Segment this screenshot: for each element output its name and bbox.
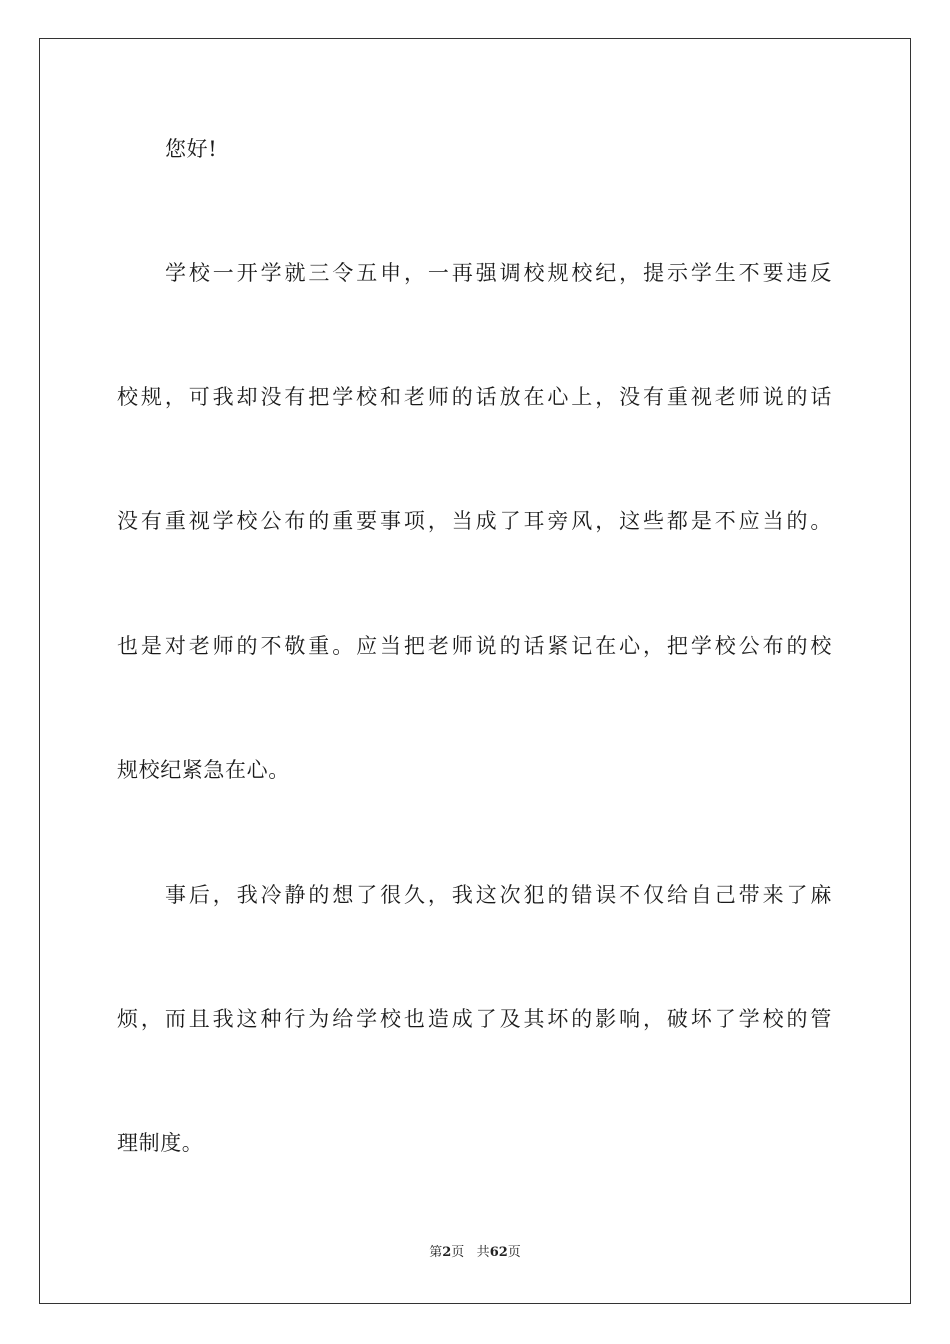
paragraph-2-line-3: 理制度。 [117,1131,204,1155]
paragraph-1-line-3: 没有重视学校公布的重要事项，当成了耳旁风，这些都是不应当的。 [117,509,832,533]
total-suffix: 页 [507,1245,521,1260]
paragraph-1-line-5: 规校纪紧急在心。 [117,758,290,782]
page-total: 62 [489,1245,508,1260]
paragraph-2-line-1: 事后，我冷静的想了很久，我这次犯的错误不仅给自己带来了麻 [165,883,832,907]
paragraph-1-line-1: 学校一开学就三令五申，一再强调校规校纪，提示学生不要违反 [165,261,832,285]
greeting-line: 您好! [165,137,218,161]
paragraph-2-line-2: 烦，而且我这种行为给学校也造成了及其坏的影响，破坏了学校的管 [117,1007,832,1031]
page-current: 2 [442,1245,452,1260]
paragraph-1-line-4: 也是对老师的不敬重。应当把老师说的话紧记在心，把学校公布的校 [117,634,832,658]
page-border [39,38,911,1304]
page-suffix: 页 [451,1245,465,1260]
page-footer [0,1244,950,1262]
paragraph-1-line-2: 校规，可我却没有把学校和老师的话放在心上，没有重视老师说的话 [117,385,832,409]
total-prefix: 共 [476,1245,490,1260]
page-prefix: 第 [429,1245,443,1260]
